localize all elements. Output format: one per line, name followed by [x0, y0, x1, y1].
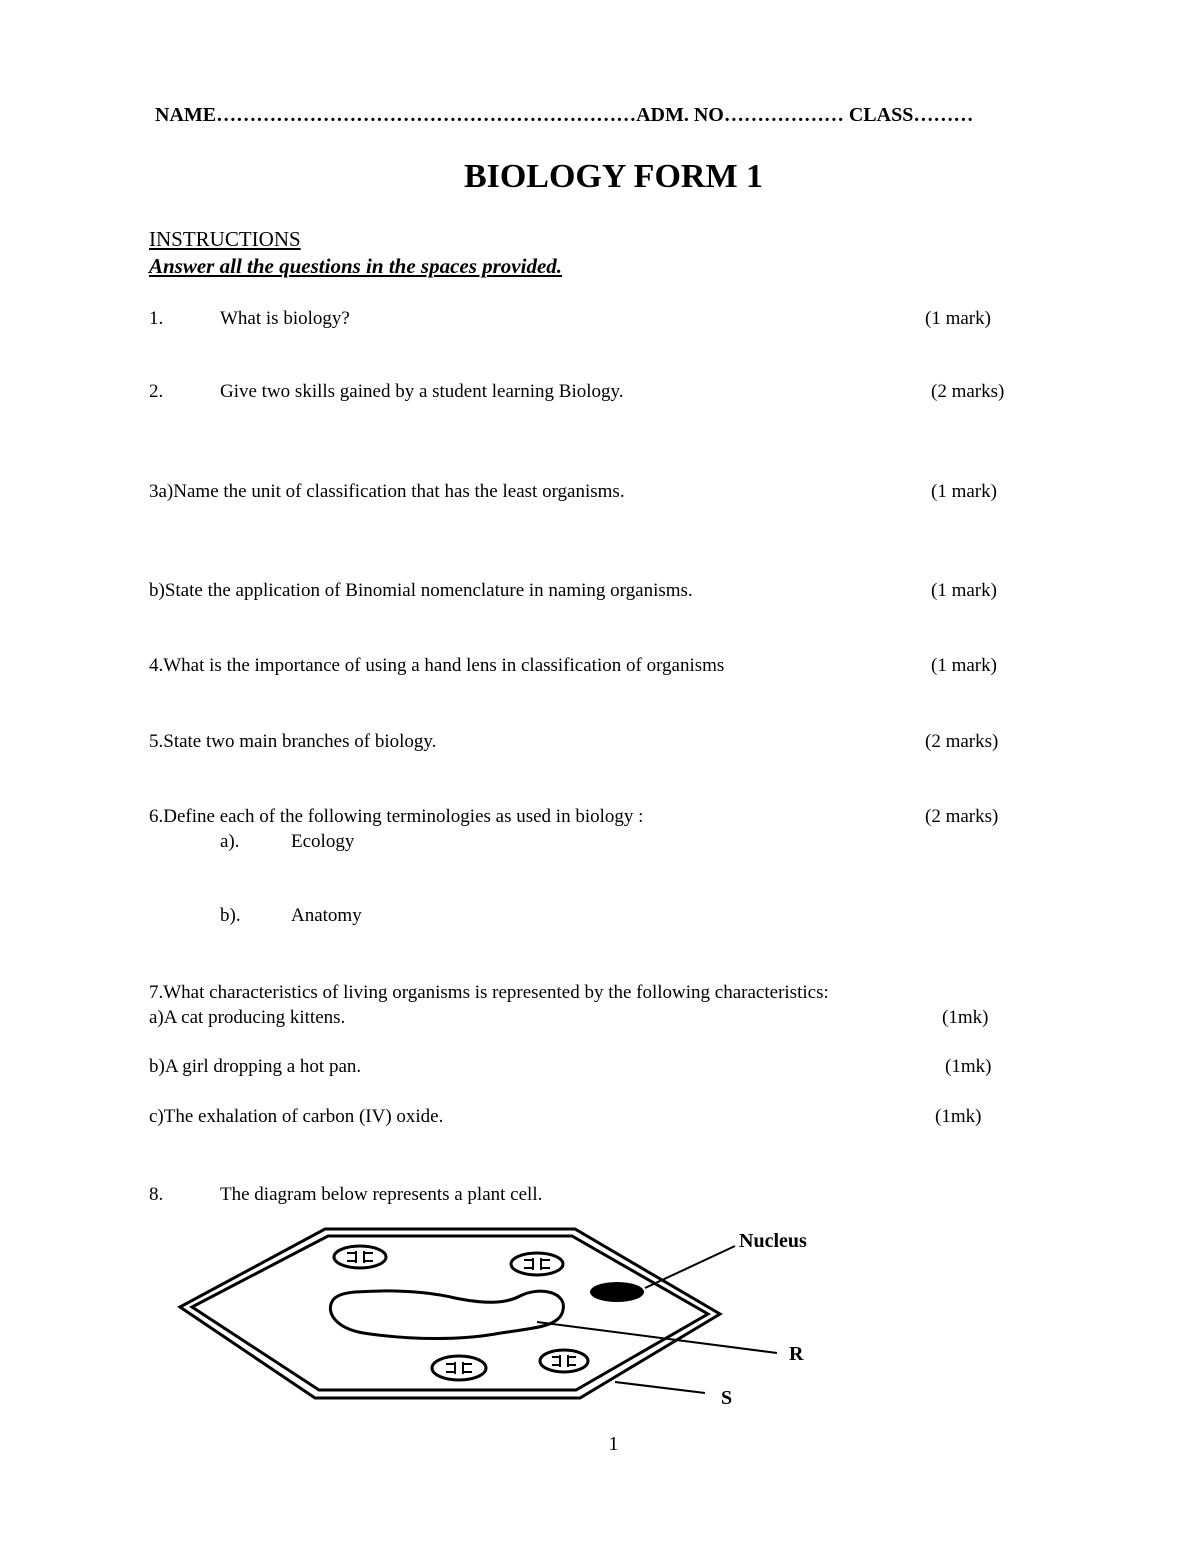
plant-cell-diagram — [175, 1220, 835, 1420]
q3a-marks: (1 mark) — [931, 481, 997, 502]
label-r: R — [789, 1343, 804, 1365]
label-s: S — [721, 1387, 733, 1409]
q5-marks: (2 marks) — [925, 731, 999, 752]
student-details-line: NAME………………………………………………………ADM. NO……………… CLASS……… — [155, 104, 974, 126]
q6a-label: a). — [220, 831, 240, 852]
q6b-label: b). — [220, 905, 241, 926]
chloroplast — [540, 1350, 588, 1372]
q1-text: What is biology? — [220, 308, 350, 329]
q7a-marks: (1mk) — [942, 1007, 989, 1028]
q3b-text: b)State the application of Binomial nomenclature in naming organisms. — [149, 580, 693, 601]
q3b-marks: (1 mark) — [931, 580, 997, 601]
q7b-text: b)A girl dropping a hot pan. — [149, 1056, 362, 1077]
q7a-text: a)A cat producing kittens. — [149, 1007, 346, 1028]
q8-text: The diagram below represents a plant cell. — [220, 1184, 543, 1205]
q2-marks: (2 marks) — [931, 381, 1005, 402]
s-pointer-line — [615, 1382, 705, 1393]
q1-marks: (1 mark) — [925, 308, 991, 329]
q2-text: Give two skills gained by a student learning Biology. — [220, 381, 624, 402]
instructions-text: Answer all the questions in the spaces provided. — [149, 254, 563, 278]
q4-marks: (1 mark) — [931, 655, 997, 676]
instructions-heading: INSTRUCTIONS — [149, 227, 301, 251]
nucleus-pointer-line — [645, 1246, 735, 1288]
nucleus — [590, 1282, 644, 1302]
r-pointer-line — [537, 1322, 777, 1353]
chloroplast — [432, 1356, 486, 1380]
label-nucleus: Nucleus — [739, 1230, 807, 1252]
q6a-text: Ecology — [291, 831, 355, 852]
page-number: 1 — [608, 1433, 619, 1455]
q7b-marks: (1mk) — [945, 1056, 992, 1077]
q2-number: 2. — [149, 381, 164, 402]
chloroplast — [334, 1246, 386, 1268]
q7c-marks: (1mk) — [935, 1106, 982, 1127]
q8-number: 8. — [149, 1184, 164, 1205]
q5-text: 5.State two main branches of biology. — [149, 731, 437, 752]
vacuole — [330, 1291, 563, 1339]
q3a-text: 3a)Name the unit of classification that has the least organisms. — [149, 481, 625, 502]
q6b-text: Anatomy — [291, 905, 362, 926]
q1-number: 1. — [149, 308, 164, 329]
q7-text: 7.What characteristics of living organisms is represented by the following characteristics: — [149, 982, 829, 1003]
q6-marks: (2 marks) — [925, 806, 999, 827]
q4-text: 4.What is the importance of using a hand lens in classification of organisms — [149, 655, 725, 676]
page-title: BIOLOGY FORM 1 — [463, 158, 764, 195]
q6-text: 6.Define each of the following terminologies as used in biology : — [149, 806, 644, 827]
chloroplast — [511, 1253, 563, 1275]
q7c-text: c)The exhalation of carbon (IV) oxide. — [149, 1106, 444, 1127]
